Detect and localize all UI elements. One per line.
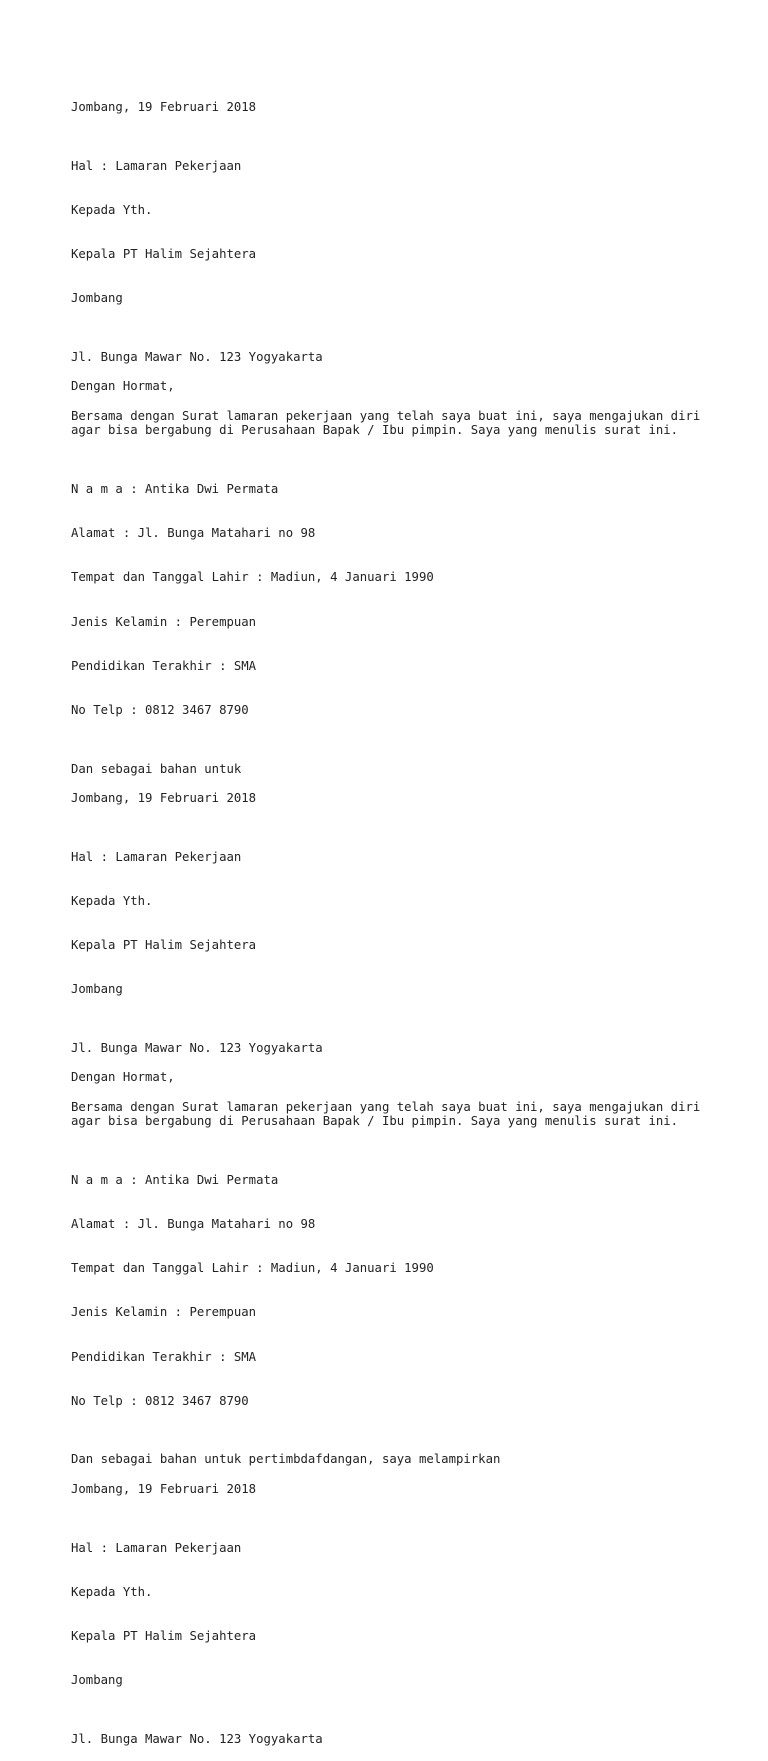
recipient-line: Jombang [71, 291, 123, 306]
document-page [71, 100, 711, 1761]
address-line: Jl. Bunga Mawar No. 123 Yogyakarta [71, 1040, 323, 1055]
detail-line: Tempat dan Tanggal Lahir : Madiun, 4 Januari 1990 [71, 1261, 434, 1276]
details-block [71, 1144, 711, 1438]
recipient-line: Kepala PT Halim Sejahtera [71, 1628, 257, 1643]
detail-line: No Telp : 0812 3467 8790 [71, 702, 249, 717]
subject-recipient-block [71, 129, 711, 335]
address-line: Jl. Bunga Mawar No. 123 Yogyakarta [71, 349, 323, 364]
subject-line: Hal : Lamaran Pekerjaan [71, 158, 242, 173]
detail-line: Pendidikan Terakhir : SMA [71, 658, 257, 673]
body-text: Bersama dengan Surat lamaran pekerjaan yang telah saya buat ini, saya mengajukan diri agar bisa bergabung di Perusahaan Bapak / Ibu pimpin. Saya yang menulis surat ini. [71, 1099, 708, 1129]
detail-line: Tempat dan Tanggal Lahir : Madiun, 4 Januari 1990 [71, 570, 434, 585]
subject-recipient-block [71, 1511, 711, 1717]
letter-section-3 [71, 1482, 711, 1747]
body-text: Bersama dengan Surat lamaran pekerjaan yang telah saya buat ini, saya mengajukan diri agar bisa bergabung di Perusahaan Bapak / Ibu pimpin. Saya yang menulis surat ini. [71, 408, 708, 438]
body-paragraph [71, 1100, 711, 1129]
detail-line: N a m a : Antika Dwi Permata [71, 1173, 279, 1188]
detail-line: Jenis Kelamin : Perempuan [71, 614, 257, 629]
date-line: Jombang, 19 Februari 2018 [71, 1481, 257, 1496]
detail-line: Alamat : Jl. Bunga Matahari no 98 [71, 526, 316, 541]
detail-line: No Telp : 0812 3467 8790 [71, 1393, 249, 1408]
recipient-line: Kepala PT Halim Sejahtera [71, 937, 257, 952]
recipient-line: Kepada Yth. [71, 202, 153, 217]
letter-section-2 [71, 791, 711, 1467]
detail-line: Alamat : Jl. Bunga Matahari no 98 [71, 1217, 316, 1232]
detail-line: Pendidikan Terakhir : SMA [71, 1349, 257, 1364]
date-line: Jombang, 19 Februari 2018 [71, 790, 257, 805]
greeting: Dengan Hormat, [71, 379, 175, 394]
subject-recipient-block [71, 820, 711, 1026]
date-line: Jombang, 19 Februari 2018 [71, 100, 257, 114]
address-line: Jl. Bunga Mawar No. 123 Yogyakarta [71, 1731, 323, 1746]
body-paragraph [71, 409, 711, 438]
detail-line: Jenis Kelamin : Perempuan [71, 1305, 257, 1320]
recipient-line: Kepada Yth. [71, 1584, 153, 1599]
recipient-line: Jombang [71, 982, 123, 997]
details-block [71, 453, 711, 747]
recipient-line: Kepala PT Halim Sejahtera [71, 247, 257, 262]
greeting: Dengan Hormat, [71, 1070, 175, 1085]
closing-line: Dan sebagai bahan untuk [71, 761, 242, 776]
subject-line: Hal : Lamaran Pekerjaan [71, 849, 242, 864]
detail-line: N a m a : Antika Dwi Permata [71, 482, 279, 497]
recipient-line: Jombang [71, 1673, 123, 1687]
closing-line: Dan sebagai bahan untuk pertimbdafdangan, saya melampirkan [71, 1452, 501, 1467]
subject-line: Hal : Lamaran Pekerjaan [71, 1540, 242, 1555]
letter-section-1 [71, 100, 711, 776]
recipient-line: Kepada Yth. [71, 893, 153, 908]
